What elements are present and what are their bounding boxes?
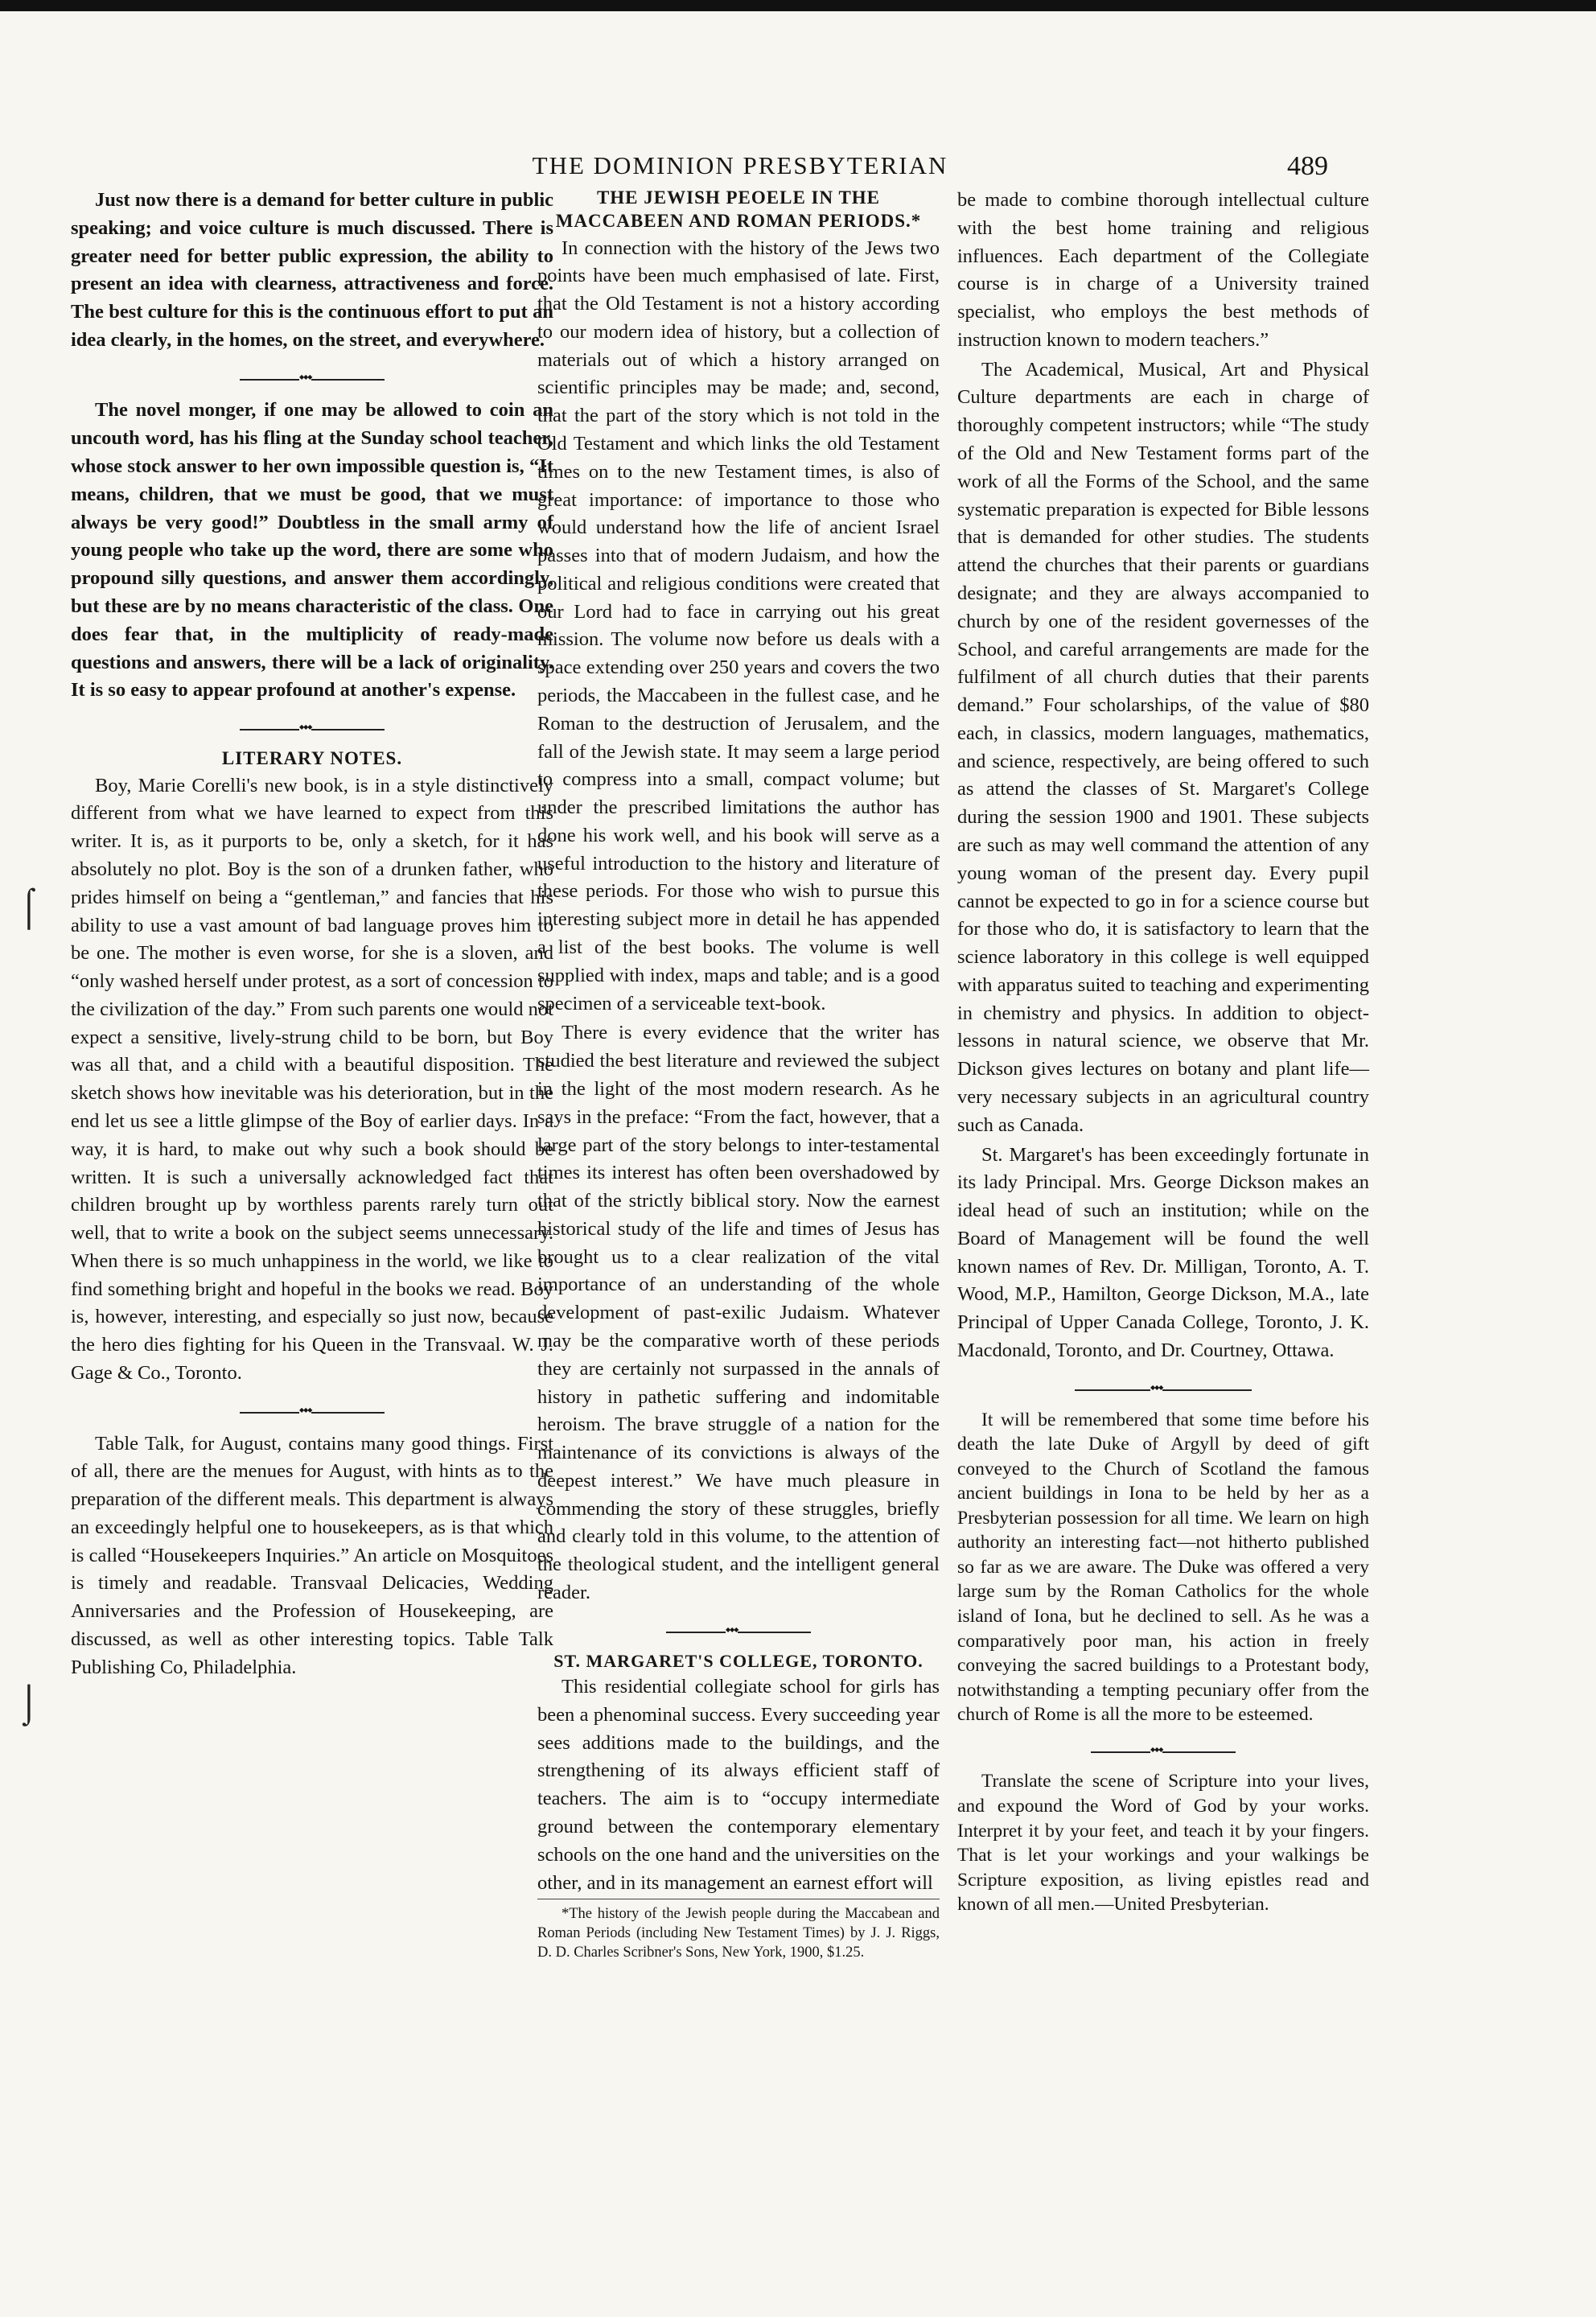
top-border (0, 0, 1596, 11)
column-middle (537, 187, 940, 1964)
divider (71, 711, 553, 739)
margin-bracket-mark: ⌡ (18, 1682, 40, 1723)
paragraph-st-margarets: This residential collegiate school for girls has been a phenominal success. Every succeeding year sees additions made to the buildings, and the strengthening of its always efficient staff of teachers. The aim is to “occupy intermediate ground between the contemporary elementary schools on the one hand and the universities on the other, and in its management an earnest effort will (537, 1676, 940, 1894)
paragraph-table-talk: Table Talk, for August, contains many good things. First of all, there are the menues for August, with hints as to the preparation of the different meals. This department is always an exceedingly helpful one to housekeepers, as is that which is called “Housekeepers Inquiries.” An article on Mosquitoes is timely and readable. Transvaal Delicacies, Wedding Anniversaries and the Profession of Housekeeping, are discussed, as well as other interesting topics. Table Talk Publishing Co, Philadelphia. (71, 1432, 553, 1678)
paragraph-jewish-history: In connection with the history of the Jews two points have been much emphasised of late. First, that the Old Testament is not a history according to our modern idea of history, but a collection of materials out of which a history arranged on scientific principles may be made; and, second, that the part of the story which is not told in the Old Testament and which links the old Testament times on to the new Testament times, is also of great importance: of importance to those who would understand how the life of ancient Israel passes into that of modern Judaism, and how the political and religious conditions were created that our Lord had to face in carrying out his great mission. The volume now before us deals with a space extending over 250 years and covers the two periods, the Maccabeen in the fullest case, and he Roman to the destruction of Jerusalem, and the fall of the Jewish state. It may seem a large period to compress into a small, compact volume; but under the prescribed limitations the author has done his work well, and his book will serve as a useful introduction to the history and literature of these periods. For those who wish to pursue this interesting subject more in detail he has appended a list of the best books. The volume is well supplied with index, maps and table; and is a good specimen of a serviceable text-book. (537, 237, 940, 1014)
divider (537, 1614, 940, 1642)
column-left (71, 187, 553, 1684)
heading-jewish-people: THE JEWISH PEOELE IN THE MACCABEEN AND ROMAN PERIODS.* (555, 187, 922, 231)
running-header: THE DOMINION PRESBYTERIAN (532, 151, 948, 179)
heading-literary-notes: LITERARY NOTES. (221, 747, 403, 768)
paragraph-principal: St. Margaret's has been exceedingly fortunate in its lady Principal. Mrs. George Dickson makes an ideal head of such an institution; while on the Board of Management will be found the well known names of Rev. Dr. Milligan, Toronto, A. T. Wood, M.P., Hamilton, George Dickson, M.A., late Principal of Upper Canada College, Toronto, J. K. Macdonald, Toronto, and Dr. Courtney, Ottawa. (957, 1143, 1369, 1362)
divider (71, 1394, 553, 1422)
paragraph-duke-of-argyll: It will be remembered that some time before his death the late Duke of Argyll by deed of gift conveyed to the Church of Scotland the famous ancient buildings in Iona to be held by her as a Presbyterian possession for all time. We learn on high authority an interesting fact—not hitherto published so far as we are aware. The Duke was offered a very large sum by the Roman Catholics for the whole island of Iona, but he declined to sell. As he was a comparatively poor man, his action in freely conveying the sacred buildings to a Protestant body, notwithstanding a tempting pecuniary offer from the church of Rome is all the more to be esteemed. (957, 1409, 1369, 1726)
margin-bracket-mark: ⌠ (18, 886, 40, 927)
heading-st-margarets: ST. MARGARET'S COLLEGE, TORONTO. (553, 1650, 923, 1671)
page-number: 489 (1287, 151, 1328, 181)
paragraph-departments: The Academical, Musical, Art and Physical Culture departments are each in charge of thoroughly competent instructors; while “The study of the Old and New Testament forms part of the work of all the Forms of the School, and the same systematic preparation is expected for Bible lessons that is demanded for other studies. The students attend the churches that their parents or guardians designate; and they are always accompanied to church by one of the resident governesses of the School, and careful arrangements are made for the fulfilment of all church duties that their parents demand.” Four scholarships, of the value of $80 each, in classics, modern languages, mathematics, and science, respectively, are being offered to such as attend the classes of St. Margaret's College during the session 1900 and 1901. These subjects are such as may well command the attention of any young woman of the present day. Every pupil cannot be expected to go in for a science course but for those who do, it is satisfactory to learn that the science laboratory in this college is well equipped with apparatus suited to teaching and experimenting in chemistry and physics. In addition to object-lessons in natural science, we observe that Mr. Dickson gives lectures on botany and plant life—very necessary subjects in an agricultural country such as Canada. (957, 358, 1369, 1136)
paragraph-public-speaking: Just now there is a demand for better culture in public speaking; and voice culture is much discussed. There is greater need for better public expression, the ability to present an idea with clearness, attractiveness and force. The best culture for this is the continuous effort to put an idea clearly, in the homes, on the street, and everywhere. (71, 189, 553, 351)
divider (957, 1372, 1369, 1400)
paragraph-continued: be made to combine thorough intellectual culture with the best home training and religious influences. Each department of the Collegiate course is in charge of a University trained specialist, who employs the best methods of instruction known to modern teachers.” (957, 189, 1369, 351)
divider (957, 1734, 1369, 1762)
paragraph-translate-scripture: Translate the scene of Scripture into your lives, and expound the Word of God by your works. Interpret it by your feet, and teach it by your fingers. That is let your workings and your walkings be Scripture exposition, as living epistles read and known of all men.—United Presbyterian. (957, 1771, 1369, 1916)
paragraph-boy-review: Boy, Marie Corelli's new book, is in a style distinctively different from what we have learned to expect from this writer. It is, as it purports to be, only a sketch, for it has absolutely no plot. Boy is the son of a drunken father, who prides himself on being a “gentleman,” and fancies that his ability to use a vast amount of bad language proves him to be one. The mother is even worse, for she is a sloven, and “only washed herself under protest, as a sort of concession to the civilization of the day.” From such parents one would not expect a sensitive, lively-strung child to be born, but Boy was all that, and a child with a beautiful disposition. The sketch shows how inevitable was his deterioration, but in the end let us see a little glimpse of the Boy of earlier days. In a way, it is hard, to make out why such a book should be written. It is such a universally acknowledged fact that children brought up by worthless parents rarely turn out well, that to write a book on the subject seems unnecessary. When there is so much unhappiness in the world, we like to find something bright and hopeful in the books we read. Boy is, however, interesting, and especially so just now, because the hero dies fighting for his Queen in the Transvaal. W. J. Gage & Co., Toronto. (71, 774, 553, 1384)
paragraph-evidence: There is every evidence that the writer has studied the best literature and reviewed the subject in the light of the most modern research. As he says in the preface: “From the fact, however, that a large part of the story belongs to inter-testamental times its interest has often been overshadowed by that of the strictly biblical story. Now the earnest historical study of the life and times of Jesus has brought us to a clear realization of the vital importance of an understanding of the whole development of past-exilic Judaism. Whatever may be the comparative worth of these periods they are certainly not surpassed in the annals of history in pathetic suffering and indomitable heroism. The brave struggle of a nation for the maintenance of its convictions is always of the deepest interest.” We have much pleasure in commending the story of these struggles, briefly and clearly told in this volume, to the attention of the theological student, and the intelligent general reader. (537, 1022, 940, 1603)
footnote: *The history of the Jewish people during the Maccabean and Roman Periods (including New Testament Times) by J. J. Riggs, D. D. Charles Scribner's Sons, New York, 1900, $1.25. (537, 1899, 940, 1962)
paragraph-novel-monger: The novel monger, if one may be allowed to coin an uncouth word, has his fling at the Sunday school teacher, whose stock answer to her own impossible question is, “It means, children, that we must be good, that we must always be very good!” Doubtless in the small army of young people who take up the word, there are some who propound silly questions, and answer them accordingly, but these are by no means characteristic of the class. One does fear that, in the multiplicity of ready-made questions and answers, there will be a lack of originality. It is so easy to appear profound at another's expense. (71, 399, 553, 702)
column-right (957, 187, 1369, 1919)
divider (71, 361, 553, 389)
